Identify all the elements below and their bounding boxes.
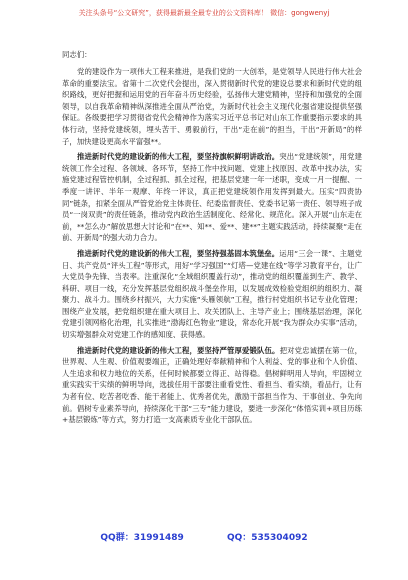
paragraph-text: 党的建设作为一项伟大工程来推进，是我们党的一大创举，是党领导人民进行伟大社会革命的重要法宝。省第十二次党代会提出，深入贯彻新时代党的建设总要求和新时代党的组织路线，更好把握和运用党的百年奋斗历史经验，弘扬伟大建党精神，坚持和加强党的全面领导，以自我革命精神纵深推进全面从严治党，为新时代社会主义现代化强省建设提供坚强保证。各级要把学习贯彻省党代会精神作为落实习近平总书记对山东工作重要指示要求的具体行动，坚持党建统领，埋头苦干、勇毅前行，干出“走在前”的担当，干出“开新局”的样子，加快建设更高水平富强**。 bbox=[62, 67, 362, 146]
paragraph-intro bbox=[62, 66, 362, 147]
qq-number-text: QQ：535304092 bbox=[226, 533, 308, 543]
salutation: 同志们： bbox=[62, 50, 92, 59]
paragraph-team bbox=[62, 345, 362, 426]
paragraph-foundation bbox=[62, 248, 362, 341]
paragraph-text: 突出“党建统领”，用党建统领工作全过程、各领域、各环节，坚持工作中找问题、党建上找原因、改革中找办法，实施党建过程管控机制，全过程抓、抓全过程，把基层党建一年一述职，变成一月一提醒、一季度一讲评、半年一观摩、年终一评议，真正把党建统领作用发挥到最大。压实“四责协同”链条，扣紧全面从严管党治党主体责任、纪委监督责任、党委书记第一责任、领导班子成员“一岗双责”的责任链条，推动党内政治生活制度化、经常化、规范化。深入开展“山东走在前，**怎么办”解放思想大讨论和“在**、知**、爱**、建**”主题实践活动，持续凝聚“走在前、开新局”的强大动力合力。 bbox=[62, 152, 362, 243]
paragraph-text: 把对党忠诚摆在第一位，世界观、人生观、价值观要端正，正确处理好奉献精神和个人利益、党的事业和个人价值、人生追求和权力地位的关系，任何时候都要立得正、站得稳。倡树鲜明用人导向，牢固树立重实践实干实绩的鲜明导向，选拔任用干部要注重看党性、看担当、看实绩，看品行，让有为者有位、吃苦者吃香、能干者能上、优秀者优先，激励干部担当作为、干事创业、争先向前。倡树专业素养导向，持续深化干部“三专”能力建设，要进一步深化“体悟实训+项目历练+基层锻炼”等方式，努力打造一支高素质专业化干部队伍。 bbox=[62, 345, 362, 425]
footer-contact bbox=[0, 530, 408, 543]
qq-group-text: QQ群：31991489 bbox=[100, 533, 184, 543]
paragraph-politics bbox=[62, 151, 362, 244]
document-body bbox=[62, 66, 362, 430]
paragraph-lead: 推进新时代党的建设新的伟大工程，要坚持严管厚爱锻队伍。 bbox=[77, 345, 280, 355]
header-banner: 关注头条号“公文研究”，获得最新最全最专业的公文资料库！ 微信：gongwenyj bbox=[78, 9, 330, 17]
paragraph-lead: 推进新时代党的建设新的伟大工程，要坚持旗帜鲜明讲政治。 bbox=[77, 152, 280, 162]
paragraph-text: 运用“三会一课”、主题党日、共产党员“评头工程”等形式，用好“学习强国”“灯塔—党建在线”等学习教育平台，让广大党员争先锋、当表率。注重深化“全域组织覆盖行动”，推动党的组织覆盖到生产、教学、科研、项目一线，充分发挥基层党组织战斗堡垒作用，以发展成效检验党组织的组织力、凝聚力、战斗力。围绕乡村振兴，大力实施“头雁领航”工程，推行村党组织书记专业化管理；围绕产业发展，把党组织建在重大项目上、攻关团队上、主导产业上；围绕基层治理，深化党建引领网格化治理，扎实推进“渤海红色物业”建设，常态化开展“我为群众办实事”活动，切实增强群众对党建工作的感知度、获得感。 bbox=[62, 248, 362, 340]
paragraph-lead: 推进新时代党的建设新的伟大工程，要坚持强基固本筑堡垒。 bbox=[77, 248, 280, 258]
